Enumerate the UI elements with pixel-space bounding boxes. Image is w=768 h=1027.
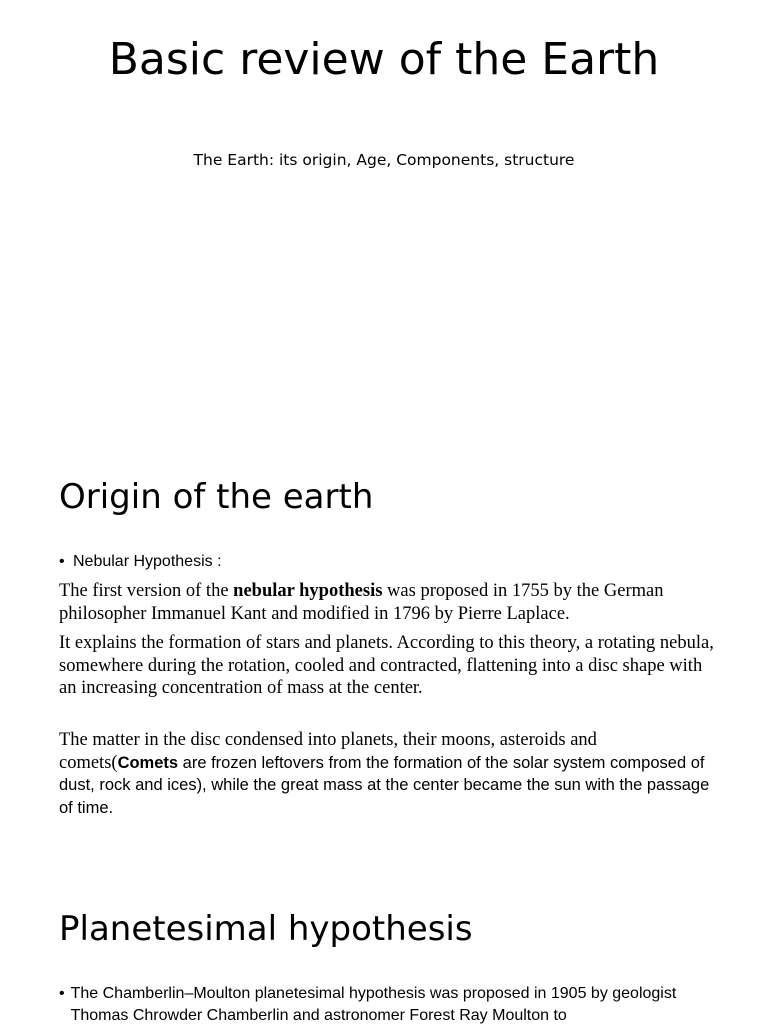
bullet-nebular-hypothesis (59, 551, 222, 573)
slide-subtitle: The Earth: its origin, Age, Components, structure (193, 151, 575, 169)
slide-title: Basic review of the Earth (108, 34, 660, 85)
paragraph-disc-matter (59, 729, 719, 819)
paragraph-text: are frozen leftovers from the formation of the solar system composed of dust, rock and ices), while the great mass at the center became the sun with the passage of time. (59, 753, 710, 817)
bullet-text: The Chamberlin–Moulton planetesimal hypothesis was proposed in 1905 by geologist Thomas Chrowder Chamberlin and astronomer Forest Ray Moulton to (70, 985, 677, 1024)
bullet-dot-icon: • (59, 553, 65, 570)
paragraph-formation: It explains the formation of stars and planets. According to this theory, a rotating nebula, somewhere during the rotation, cooled and contracted, flattening into a disc shape with an increasing concentration of mass at the center. (59, 633, 714, 698)
paragraph-text: The first version of the (59, 581, 234, 601)
section-heading-planetesimal: Planetesimal hypothesis (59, 909, 473, 949)
bullet-dot-icon: • (59, 985, 65, 1002)
bullet-text: Nebular Hypothesis : (73, 553, 222, 570)
bold-term-comets: Comets (117, 753, 179, 772)
paragraph-text: The matter in the disc condensed into planets, their moons, asteroids and comets( (59, 730, 597, 773)
paragraph-kant-laplace (59, 580, 719, 625)
paragraph-text: was proposed in 1755 by the German philosopher Immanuel Kant and modified in 1796 by Pierre Laplace. (59, 581, 664, 624)
bullet-chamberlin-moulton (59, 983, 699, 1027)
section-heading-origin: Origin of the earth (59, 477, 374, 517)
bold-term-nebular-hypothesis: nebular hypothesis (233, 581, 383, 601)
